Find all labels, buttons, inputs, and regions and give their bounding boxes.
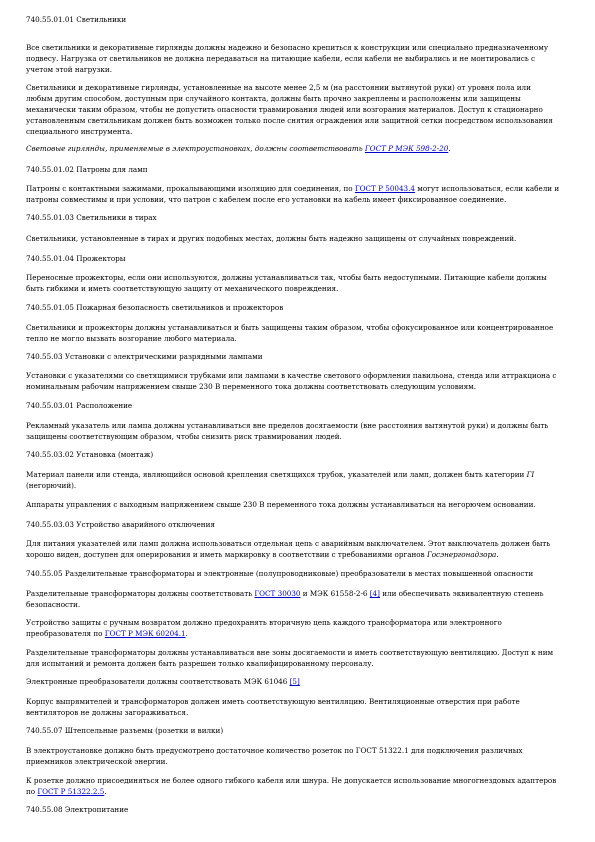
paragraph [26,322,571,344]
text-segment: механически таким образом, чтобы не допустить опасности травмирования людей или возгорания материалов. Доступ к стационарно [26,105,543,114]
paragraph [26,143,571,154]
paragraph [26,617,571,639]
text-segment: установленным светильникам должен быть возможен только после снятия ограждения или защитной сетки посредством использования [26,116,553,125]
text-line [26,400,571,411]
text-line [26,194,571,205]
text-line [26,126,571,137]
text-segment: 740.55.03.03 Устройство аварийного отключения [26,520,215,529]
text-line [26,658,571,669]
paragraph [26,588,571,610]
text-line [26,283,571,294]
text-segment: . [496,550,499,559]
text-line [26,351,571,362]
text-line [26,164,571,175]
reference-link[interactable]: [5] [289,677,300,686]
paragraph [26,42,571,75]
paragraph [26,775,571,797]
text-line [26,519,571,530]
text-line [26,183,571,194]
text-segment: 740.55.05 Разделительные трансформаторы и электронные (полупроводниковые) преобразователи в местах повышенной опасности [26,569,534,578]
text-segment: подвесу. Нагрузка от светильников не должна передаваться на питающие кабели, если кабели не выбирались и не монтировались с [26,54,536,63]
text-segment: Аппараты управления с выходным напряжением свыше 230 В переменного тока должны устанавливаться на негорючем основании. [26,500,536,509]
text-segment: 740.55.01.02 Патроны для ламп [26,165,148,174]
text-segment: Разделительные трансформаторы должны соответствовать [26,589,255,598]
text-line [26,775,571,786]
section-heading [26,14,571,25]
text-line [26,599,571,610]
text-line [26,756,571,767]
paragraph [26,745,571,767]
text-segment: 740.55.03.01 Расположение [26,401,133,410]
text-segment: 740.55.07 Штепсельные разъемы (розетки и вилки) [26,726,224,735]
section-heading [26,568,571,579]
text-line [26,253,571,264]
paragraph [26,538,571,560]
text-segment: патроны совместимы и при условии, что патрон с кабелем после его установки на кабель имеет фиксированное соединение. [26,195,507,204]
text-segment: любым другим способом, доступным при случайного контакта, должны быть прочно закреплены и расположены или защищены [26,94,521,103]
text-line [26,64,571,75]
paragraph [26,499,571,510]
text-segment: Разделительные трансформаторы должны устанавливаться вне зоны досягаемости и иметь соответствующую вентиляцию. Доступ к ним [26,648,554,657]
text-segment: 740.55.03.02 Установка (монтаж) [26,450,154,459]
text-line [26,538,571,549]
text-segment: учетом этой нагрузки. [26,65,112,74]
paragraph [26,696,571,718]
text-line [26,549,571,560]
paragraph [26,183,571,205]
text-segment: . [185,629,188,638]
text-line [26,82,571,93]
text-segment: приемников электрической энергии. [26,757,168,766]
text-line [26,568,571,579]
text-line [26,420,571,431]
text-segment: безопасности. [26,600,81,609]
text-line [26,14,571,25]
text-line [26,302,571,313]
section-heading [26,519,571,530]
reference-link[interactable]: ГОСТ Р 50043.4 [354,184,415,193]
text-segment: Патроны с контактными зажимами, прокалывающими изоляцию для соединения, по [26,184,355,193]
text-segment: 740.55.03 Установки с электрическими разрядными лампами [26,352,263,361]
section-heading [26,253,571,264]
text-line [26,42,571,53]
text-line [26,628,571,639]
reference-link[interactable]: [4] [369,589,380,598]
text-line [26,480,571,491]
section-heading [26,164,571,175]
text-segment: специального инструмента. [26,127,133,136]
text-segment: В электроустановке должно быть предусмотрено достаточное количество розеток по ГОСТ 51322.1 для подключения различных [26,746,523,755]
paragraph [26,676,571,687]
text-segment: защищены соответствующим образом, чтобы снизить риск травмирования людей. [26,432,342,441]
section-heading [26,400,571,411]
italic-text: Госэнергонадзора [426,550,497,559]
text-segment: хорошо виден, доступен для оперирования и иметь маркировку в соответствии с требованиями органов [26,550,427,559]
section-heading [26,449,571,460]
text-segment: вентиляторов не должны загораживаться. [26,708,189,717]
text-segment: или обеспечивать эквивалентную степень [379,589,544,598]
text-segment: преобразователя по [26,629,105,638]
text-line [26,212,571,223]
section-heading [26,725,571,736]
text-line [26,381,571,392]
reference-link[interactable]: ГОСТ 30030 [254,589,301,598]
text-segment: 740.55.01.04 Прожекторы [26,254,126,263]
text-line [26,696,571,707]
section-heading [26,212,571,223]
text-line [26,370,571,381]
text-line [26,431,571,442]
text-segment: могут использоваться, если кабели и [414,184,560,193]
text-segment: и МЭК 61558-2-6 [300,589,370,598]
text-line [26,93,571,104]
text-segment: тепло не могло вызвать возгорание любого материала. [26,334,237,343]
text-line [26,725,571,736]
text-line [26,745,571,756]
text-segment: Устройство защиты с ручным возвратом должно предохранять вторичную цепь каждого трансформатора или электронного [26,618,502,627]
paragraph [26,272,571,294]
text-line [26,469,571,480]
paragraph [26,82,571,137]
text-line [26,233,571,244]
text-segment: 740.55.01.01 Светильники [26,15,127,24]
text-segment: Все светильники и декоративные гирлянды должны надежно и безопасно крепиться к конструкции или специально предназначенному [26,43,549,52]
text-segment: быть гибкими и иметь соответствующую защиту от механического повреждения. [26,284,339,293]
text-line [26,588,571,599]
reference-link[interactable]: ГОСТ Р МЭК 60204.1 [104,629,186,638]
text-segment: по [26,787,38,796]
text-segment: К розетке должно присоединяться не более одного гибкого кабеля или шнура. Не допускается использование многогнездовых адаптеров [26,776,557,785]
text-segment: Световые гирлянды, применяемые в электроустановках, должны соответствовать [26,144,365,153]
text-line [26,786,571,797]
text-line [26,449,571,460]
text-segment: Для питания указателей или ламп должна использоваться отдельная цепь с аварийным выключателем. Этот выключатель должен быть [26,539,551,548]
text-segment: . [104,787,107,796]
text-line [26,272,571,283]
text-segment: 740.55.01.03 Светильники в тирах [26,213,157,222]
paragraph [26,370,571,392]
text-segment: Установки с указателями со светящимися трубками или лампами в качестве светового оформления павильона, стенда или аттракциона с [26,371,557,380]
text-line [26,676,571,687]
text-segment: Материал панели или стенда, являющийся основой крепления светящихся трубок, указателей или ламп, должен быть категории [26,470,527,479]
text-segment: 740.55.01.05 Пожарная безопасность светильников и прожекторов [26,303,284,312]
paragraph [26,469,571,491]
section-heading [26,302,571,313]
text-segment: для испытаний и ремонта должен быть разрешен только квалифицированному персоналу. [26,659,374,668]
text-segment: Светильники и прожекторы должны устанавливаться и быть защищены таким образом, чтобы сфокусированное или концентрированное [26,323,554,332]
text-segment: . [448,144,451,153]
text-line [26,143,571,154]
text-segment: (негорючий). [26,481,77,490]
paragraph [26,233,571,244]
text-line [26,707,571,718]
text-segment: Электронные преобразователи должны соответствовать МЭК 61046 [26,677,290,686]
text-segment: Переносные прожекторы, если они используются, должны устанавливаться так, чтобы быть недоступными. Питающие кабели должны [26,273,547,282]
reference-link[interactable]: ГОСТ Р МЭК 598-2-20 [364,144,449,153]
text-line [26,53,571,64]
text-line [26,617,571,628]
section-heading [26,351,571,362]
paragraph [26,420,571,442]
text-line [26,322,571,333]
italic-text: ГI [526,470,535,479]
text-line [26,804,571,815]
text-line [26,499,571,510]
paragraph [26,647,571,669]
text-segment: Корпус выпрямителей и трансформаторов должен иметь соответствующую вентиляцию. Вентиляционные отверстия при работе [26,697,520,706]
text-line [26,115,571,126]
text-segment: номинальным рабочим напряжением свыше 230 В переменного тока должны соответствовать следующим условиям. [26,382,476,391]
reference-link[interactable]: ГОСТ Р 51322.2.5 [37,787,105,796]
text-line [26,104,571,115]
text-segment: Светильники и декоративные гирлянды, установленные на высоте менее 2,5 м (на расстоянии вытянутой руки) от уровня пола или [26,83,531,92]
text-segment: Рекламный указатель или лампа должны устанавливаться вне пределов досягаемости (вне расстояния вытянутой руки) и должны быть [26,421,549,430]
text-segment: Светильники, установленные в тирах и других подобных местах, должны быть надежно защищены от случайных повреждений. [26,234,517,243]
text-segment: 740.55.08 Электропитание [26,805,129,814]
text-line [26,333,571,344]
section-heading [26,804,571,815]
text-line [26,647,571,658]
